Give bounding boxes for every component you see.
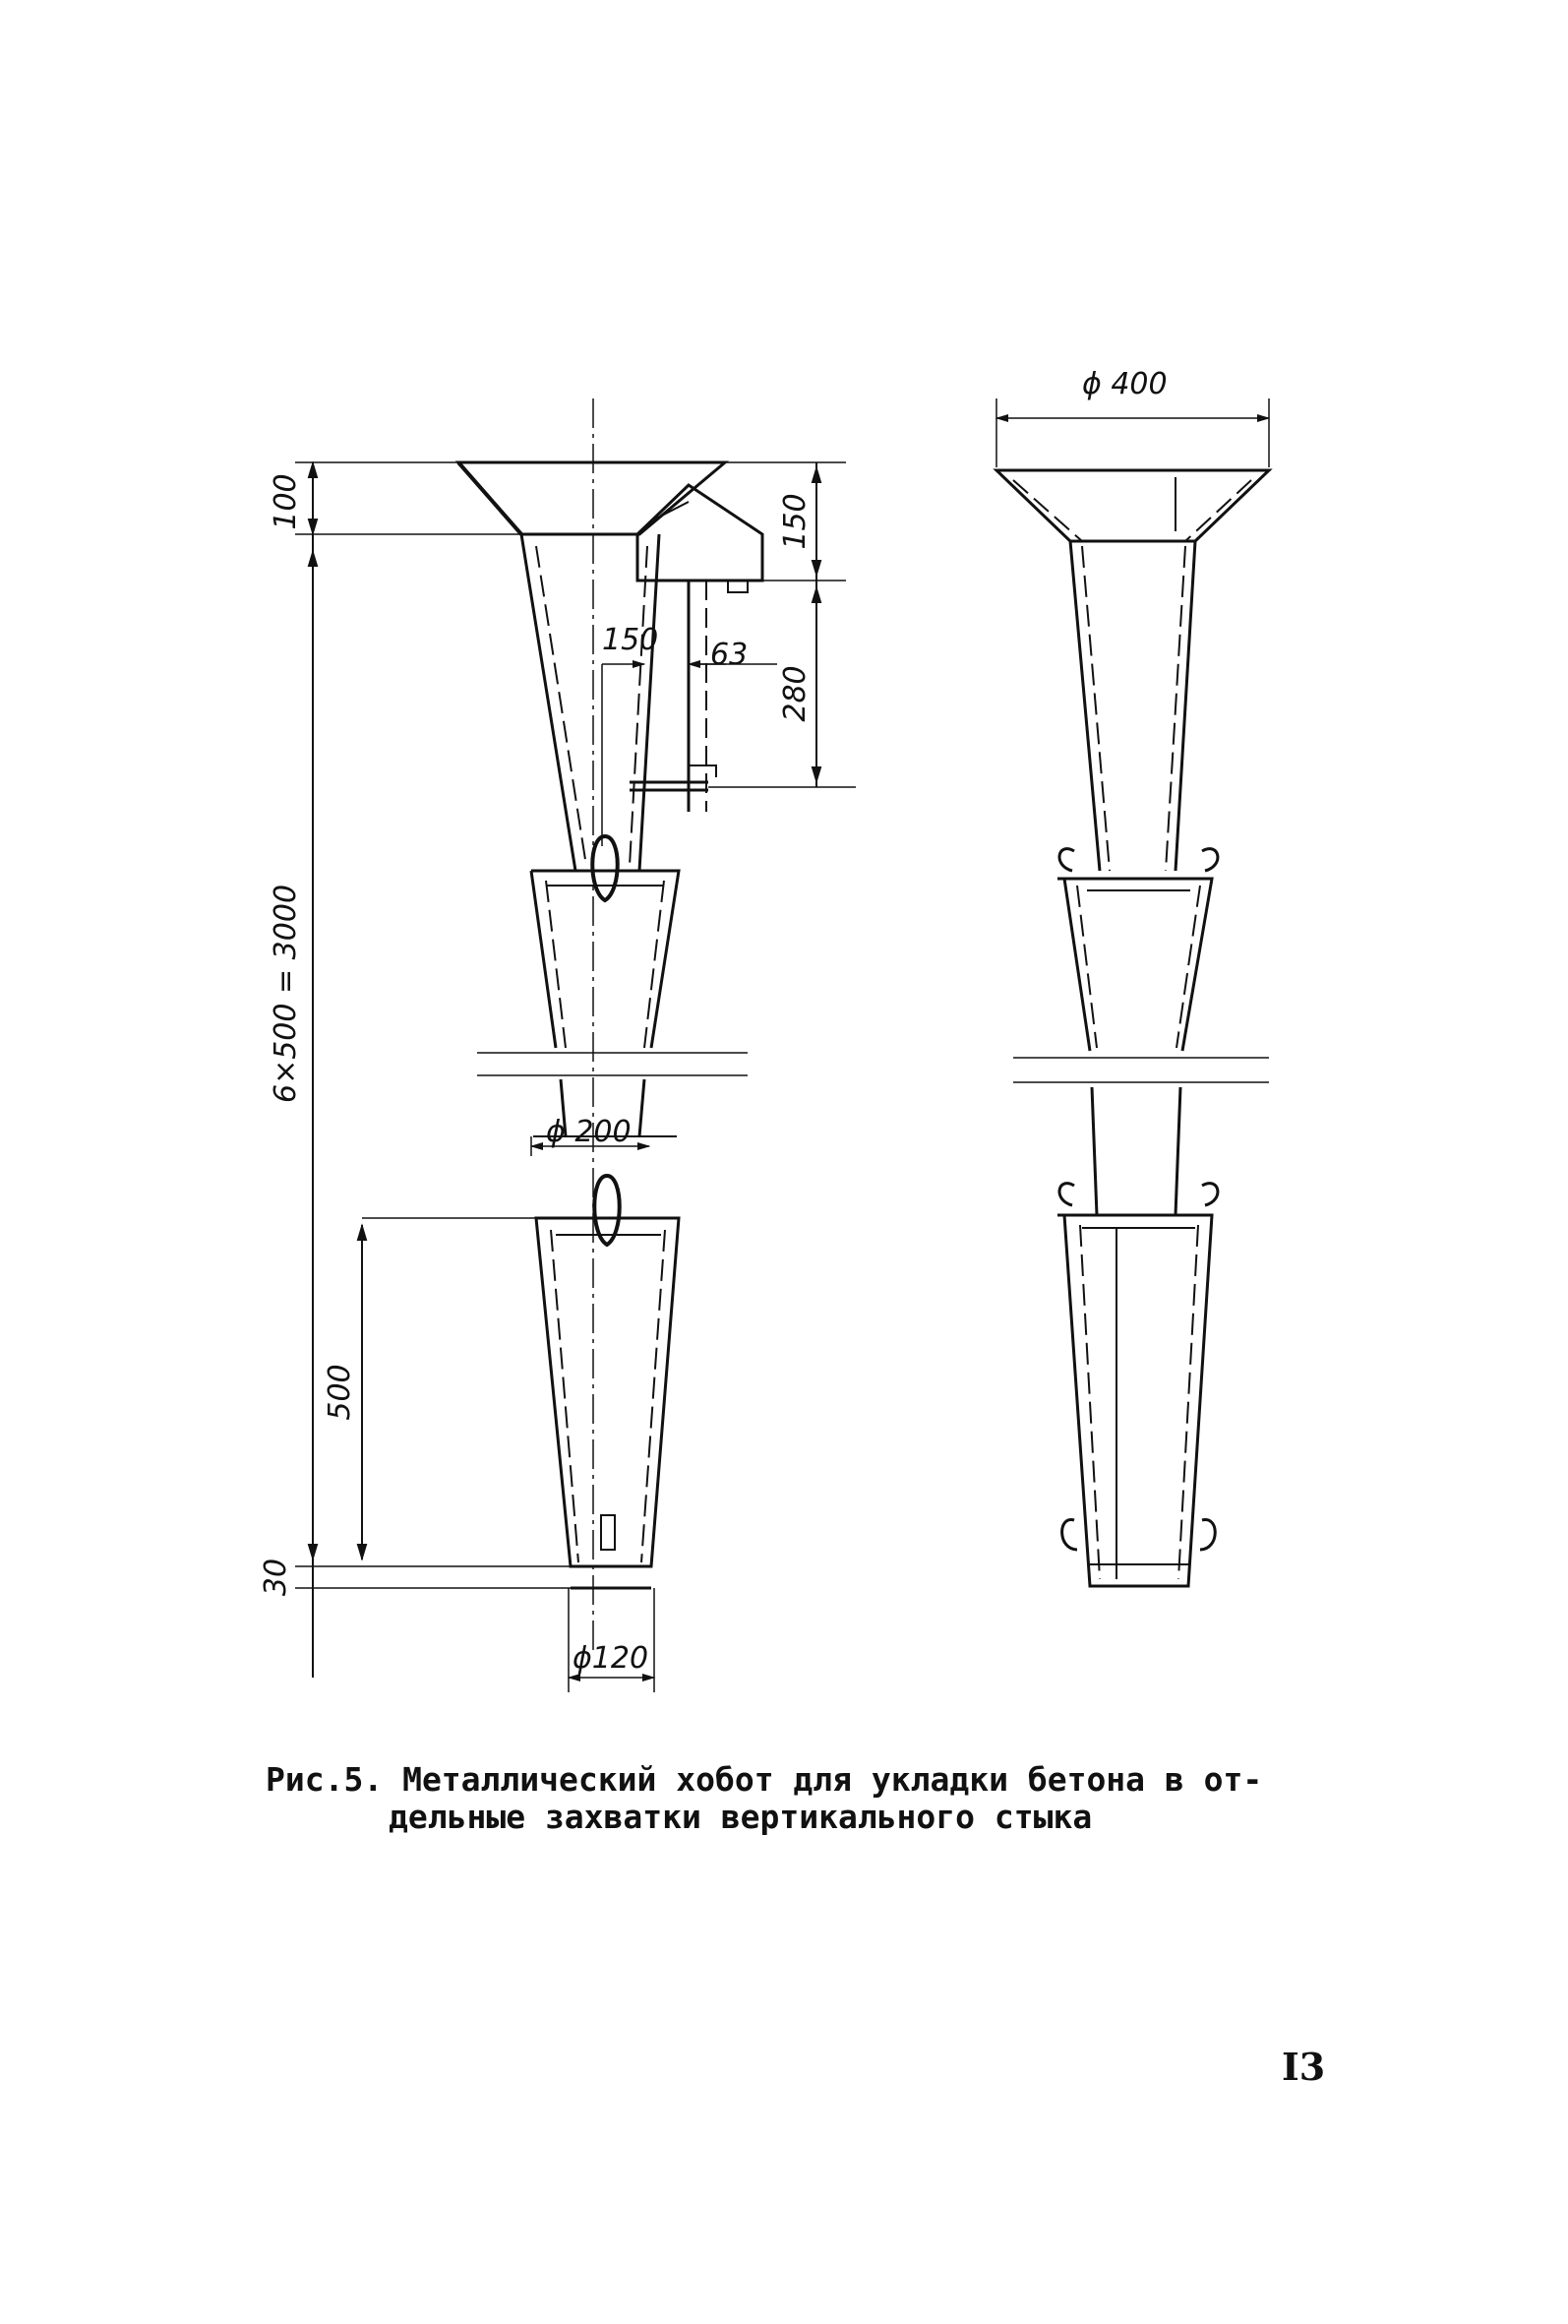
dim-bottom-diameter: ϕ120 bbox=[573, 1641, 649, 1676]
dim-segment-height: 500 bbox=[323, 1364, 357, 1421]
front-hopper bbox=[996, 470, 1269, 541]
dim-bracket-drop: 280 bbox=[778, 665, 813, 722]
upper-coupling bbox=[592, 836, 618, 900]
dim-bracket-height: 150 bbox=[778, 493, 813, 550]
caption-line-2: дельные захватки вертикального стыка bbox=[389, 1798, 1093, 1836]
dim-top-diameter: ϕ 400 bbox=[1082, 367, 1168, 401]
figure-caption bbox=[266, 1761, 1308, 1836]
side-view bbox=[295, 398, 856, 1692]
dim-top-height: 100 bbox=[269, 473, 303, 530]
dim-total-height: 6×500 = 3000 bbox=[269, 884, 303, 1104]
caption-line-1: Рис.5. Металлический хобот для укладки бетона в от- bbox=[266, 1760, 1263, 1799]
dim-bracket-gap: 63 bbox=[710, 638, 749, 672]
page-number: I3 bbox=[1282, 2045, 1326, 2089]
lower-segment bbox=[536, 1218, 679, 1566]
hopper-funnel bbox=[458, 462, 725, 534]
dim-bracket-offset: 150 bbox=[602, 623, 659, 657]
front-lower-segment bbox=[1064, 1215, 1212, 1586]
middle-segment bbox=[531, 871, 679, 1048]
dim-pipe-diameter: ϕ 200 bbox=[546, 1115, 632, 1149]
front-view bbox=[996, 398, 1269, 1586]
dim-bottom-gap: 30 bbox=[259, 1558, 293, 1597]
